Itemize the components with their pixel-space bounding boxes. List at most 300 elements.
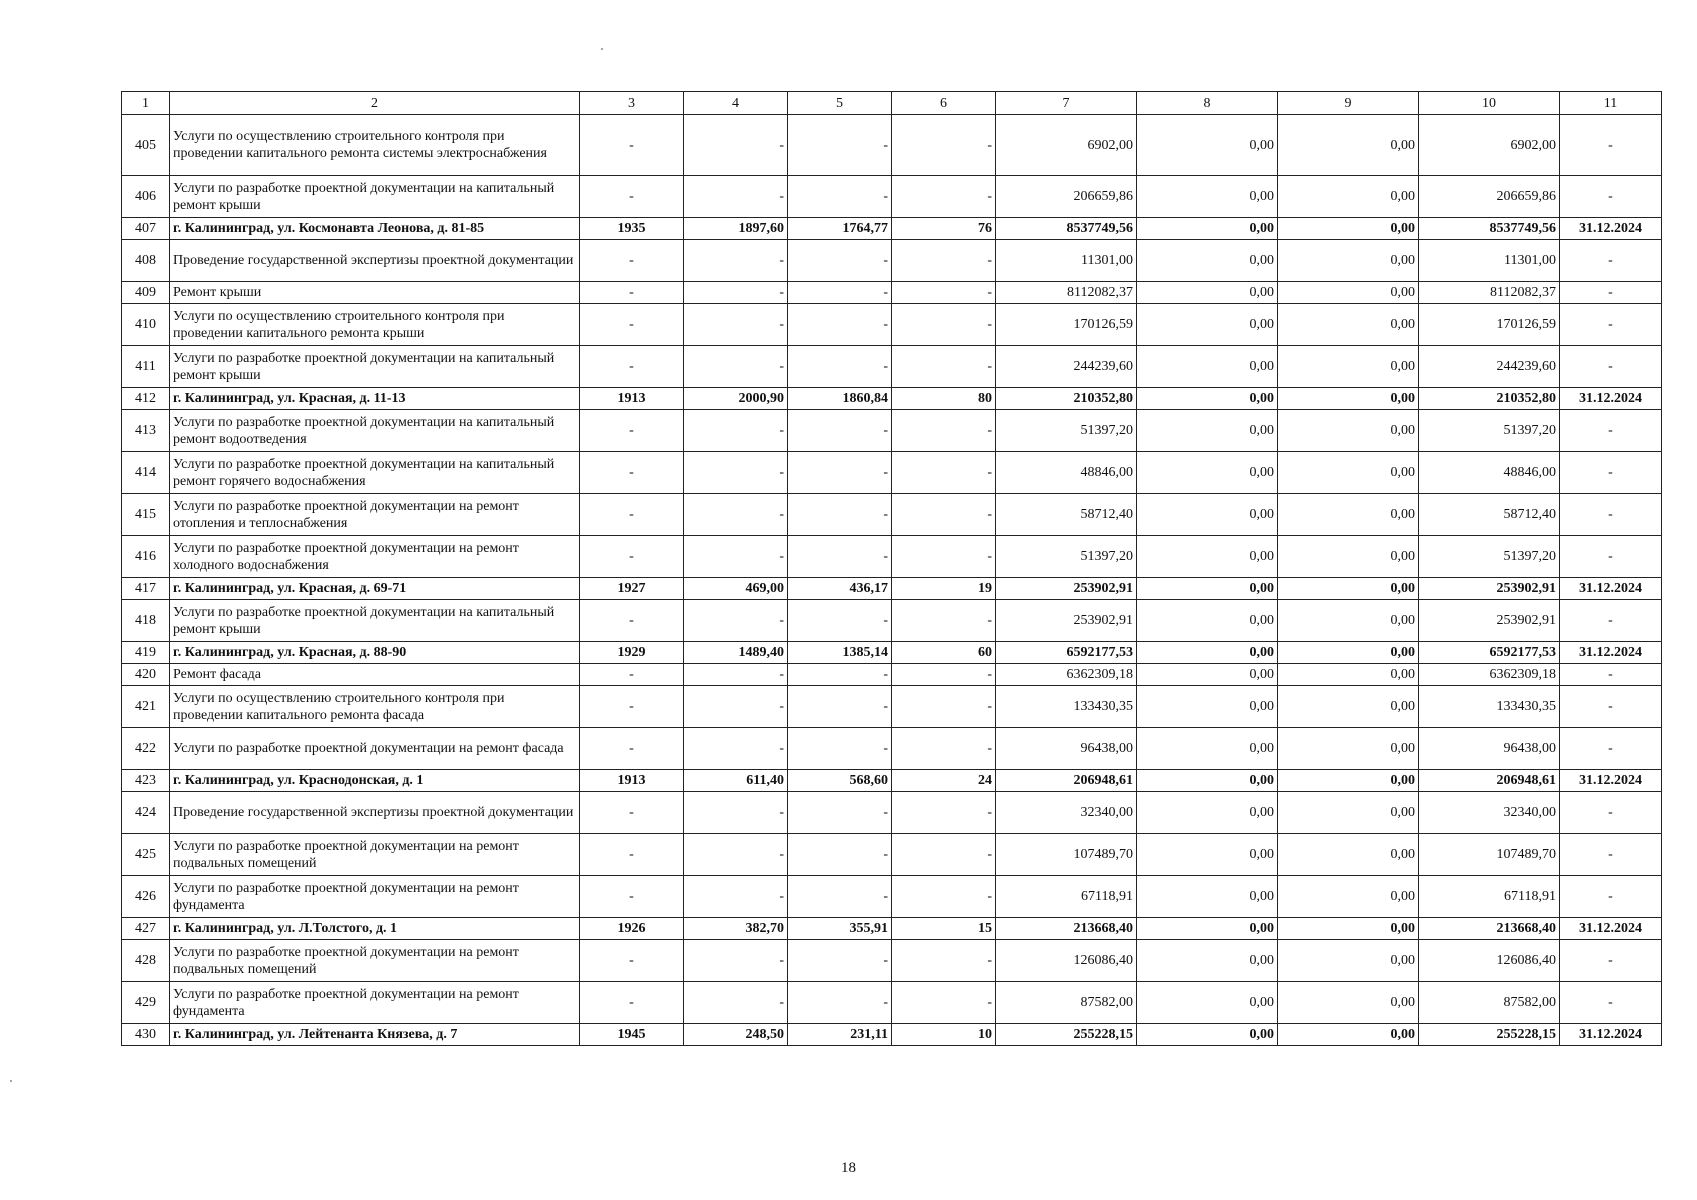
residents-cell: - [892,834,996,876]
area-total-cell: - [684,304,788,346]
work-item-row [122,792,1662,834]
year-cell: - [580,282,684,304]
row-number: 405 [122,115,170,176]
year-cell: 1926 [580,918,684,940]
area-total-cell: - [684,494,788,536]
deadline-cell: 31.12.2024 [1560,770,1662,792]
row-number: 430 [122,1024,170,1046]
cost-fund-cell: 0,00 [1137,664,1278,686]
cost-budget-cell: 0,00 [1278,792,1419,834]
residents-cell: 10 [892,1024,996,1046]
row-number: 408 [122,240,170,282]
year-cell: 1927 [580,578,684,600]
area-total-cell: - [684,686,788,728]
cost-total-cell: 87582,00 [996,982,1137,1024]
area-total-cell: 611,40 [684,770,788,792]
row-description: г. Калининград, ул. Краснодонская, д. 1 [170,770,580,792]
row-number: 419 [122,642,170,664]
work-item-row [122,940,1662,982]
cost-owners-cell: 67118,91 [1419,876,1560,918]
residents-cell: - [892,240,996,282]
residents-cell: 24 [892,770,996,792]
residents-cell: - [892,686,996,728]
row-description: г. Калининград, ул. Красная, д. 88-90 [170,642,580,664]
year-cell: - [580,982,684,1024]
scan-speck [10,1080,12,1082]
work-item-row [122,494,1662,536]
year-cell: - [580,792,684,834]
row-number: 424 [122,792,170,834]
area-living-cell: 568,60 [788,770,892,792]
year-cell: - [580,834,684,876]
deadline-cell: - [1560,494,1662,536]
table-body [122,115,1662,1046]
cost-owners-cell: 213668,40 [1419,918,1560,940]
cost-fund-cell: 0,00 [1137,410,1278,452]
cost-budget-cell: 0,00 [1278,876,1419,918]
area-living-cell: - [788,452,892,494]
cost-total-cell: 11301,00 [996,240,1137,282]
cost-total-cell: 32340,00 [996,792,1137,834]
row-description: Услуги по разработке проектной документации на ремонт холодного водоснабжения [170,536,580,578]
cost-budget-cell: 0,00 [1278,686,1419,728]
row-description: г. Калининград, ул. Красная, д. 11-13 [170,388,580,410]
residents-cell: 80 [892,388,996,410]
cost-budget-cell: 0,00 [1278,918,1419,940]
row-number: 428 [122,940,170,982]
area-living-cell: - [788,600,892,642]
page-number: 18 [841,1160,856,1176]
cost-total-cell: 244239,60 [996,346,1137,388]
cost-fund-cell: 0,00 [1137,600,1278,642]
residents-cell: - [892,282,996,304]
cost-total-cell: 213668,40 [996,918,1137,940]
cost-total-cell: 133430,35 [996,686,1137,728]
cost-budget-cell: 0,00 [1278,728,1419,770]
row-description: Услуги по разработке проектной документации на капитальный ремонт крыши [170,176,580,218]
residents-cell: - [892,304,996,346]
cost-fund-cell: 0,00 [1137,770,1278,792]
cost-owners-cell: 11301,00 [1419,240,1560,282]
area-total-cell: 248,50 [684,1024,788,1046]
deadline-cell: - [1560,834,1662,876]
cost-fund-cell: 0,00 [1137,388,1278,410]
cost-fund-cell: 0,00 [1137,834,1278,876]
deadline-cell: 31.12.2024 [1560,1024,1662,1046]
cost-budget-cell: 0,00 [1278,536,1419,578]
area-total-cell: - [684,176,788,218]
cost-total-cell: 58712,40 [996,494,1137,536]
area-living-cell: - [788,176,892,218]
cost-total-cell: 126086,40 [996,940,1137,982]
year-cell: 1945 [580,1024,684,1046]
residents-cell: - [892,346,996,388]
area-living-cell: - [788,346,892,388]
work-item-row [122,834,1662,876]
cost-owners-cell: 32340,00 [1419,792,1560,834]
row-number: 415 [122,494,170,536]
address-row [122,642,1662,664]
work-item-row [122,240,1662,282]
column-header: 1 [122,92,170,115]
address-row [122,578,1662,600]
year-cell: - [580,176,684,218]
work-item-row [122,410,1662,452]
area-living-cell: - [788,410,892,452]
cost-total-cell: 6592177,53 [996,642,1137,664]
row-description: Услуги по осуществлению строительного контроля при проведении капитального ремонта фасада [170,686,580,728]
column-header: 11 [1560,92,1662,115]
cost-budget-cell: 0,00 [1278,218,1419,240]
cost-fund-cell: 0,00 [1137,918,1278,940]
row-number: 422 [122,728,170,770]
cost-owners-cell: 170126,59 [1419,304,1560,346]
work-item-row [122,664,1662,686]
cost-owners-cell: 51397,20 [1419,410,1560,452]
residents-cell: - [892,536,996,578]
residents-cell: - [892,176,996,218]
cost-fund-cell: 0,00 [1137,642,1278,664]
residents-cell: 76 [892,218,996,240]
cost-owners-cell: 210352,80 [1419,388,1560,410]
cost-budget-cell: 0,00 [1278,1024,1419,1046]
cost-total-cell: 8537749,56 [996,218,1137,240]
cost-owners-cell: 6592177,53 [1419,642,1560,664]
deadline-cell: - [1560,176,1662,218]
area-living-cell: - [788,115,892,176]
row-description: г. Калининград, ул. Лейтенанта Князева, д. 7 [170,1024,580,1046]
column-header: 9 [1278,92,1419,115]
area-total-cell: - [684,834,788,876]
cost-budget-cell: 0,00 [1278,304,1419,346]
cost-budget-cell: 0,00 [1278,770,1419,792]
area-living-cell: - [788,664,892,686]
area-living-cell: - [788,982,892,1024]
cost-fund-cell: 0,00 [1137,218,1278,240]
row-description: Проведение государственной экспертизы проектной документации [170,240,580,282]
row-description: Услуги по разработке проектной документации на ремонт подвальных помещений [170,834,580,876]
column-header: 3 [580,92,684,115]
area-total-cell: - [684,240,788,282]
residents-cell: - [892,410,996,452]
row-number: 410 [122,304,170,346]
row-description: Ремонт крыши [170,282,580,304]
cost-fund-cell: 0,00 [1137,176,1278,218]
cost-total-cell: 96438,00 [996,728,1137,770]
address-row [122,1024,1662,1046]
residents-cell: 15 [892,918,996,940]
cost-total-cell: 51397,20 [996,536,1137,578]
cost-budget-cell: 0,00 [1278,410,1419,452]
address-row [122,388,1662,410]
deadline-cell: - [1560,600,1662,642]
cost-owners-cell: 107489,70 [1419,834,1560,876]
row-description: Услуги по разработке проектной документации на ремонт фундамента [170,982,580,1024]
area-living-cell: 1860,84 [788,388,892,410]
area-living-cell: - [788,304,892,346]
area-living-cell: - [788,834,892,876]
residents-cell: - [892,982,996,1024]
residents-cell: - [892,452,996,494]
year-cell: 1913 [580,770,684,792]
cost-total-cell: 51397,20 [996,410,1137,452]
cost-budget-cell: 0,00 [1278,834,1419,876]
row-number: 429 [122,982,170,1024]
area-total-cell: 382,70 [684,918,788,940]
cost-owners-cell: 206659,86 [1419,176,1560,218]
row-description: Услуги по разработке проектной документации на капитальный ремонт крыши [170,346,580,388]
cost-fund-cell: 0,00 [1137,982,1278,1024]
cost-owners-cell: 8112082,37 [1419,282,1560,304]
cost-budget-cell: 0,00 [1278,494,1419,536]
row-number: 420 [122,664,170,686]
area-total-cell: - [684,115,788,176]
row-number: 412 [122,388,170,410]
row-number: 411 [122,346,170,388]
row-description: Услуги по разработке проектной документации на капитальный ремонт горячего водоснабжения [170,452,580,494]
cost-budget-cell: 0,00 [1278,388,1419,410]
year-cell: - [580,304,684,346]
work-item-row [122,728,1662,770]
area-total-cell: 1489,40 [684,642,788,664]
row-number: 426 [122,876,170,918]
row-description: Ремонт фасада [170,664,580,686]
residents-cell: - [892,792,996,834]
cost-owners-cell: 8537749,56 [1419,218,1560,240]
cost-budget-cell: 0,00 [1278,282,1419,304]
area-living-cell: - [788,792,892,834]
area-total-cell: - [684,452,788,494]
deadline-cell: 31.12.2024 [1560,642,1662,664]
row-description: Услуги по разработке проектной документации на ремонт фасада [170,728,580,770]
row-description: Услуги по разработке проектной документации на ремонт подвальных помещений [170,940,580,982]
cost-total-cell: 67118,91 [996,876,1137,918]
cost-fund-cell: 0,00 [1137,240,1278,282]
cost-fund-cell: 0,00 [1137,494,1278,536]
area-living-cell: - [788,536,892,578]
area-total-cell: - [684,600,788,642]
work-item-row [122,876,1662,918]
deadline-cell: - [1560,686,1662,728]
cost-fund-cell: 0,00 [1137,1024,1278,1046]
column-header: 5 [788,92,892,115]
year-cell: - [580,728,684,770]
cost-budget-cell: 0,00 [1278,642,1419,664]
cost-budget-cell: 0,00 [1278,452,1419,494]
area-living-cell: 355,91 [788,918,892,940]
cost-total-cell: 253902,91 [996,578,1137,600]
deadline-cell: - [1560,728,1662,770]
cost-fund-cell: 0,00 [1137,578,1278,600]
deadline-cell: - [1560,410,1662,452]
residents-cell: 60 [892,642,996,664]
cost-owners-cell: 133430,35 [1419,686,1560,728]
cost-fund-cell: 0,00 [1137,686,1278,728]
row-description: Услуги по осуществлению строительного контроля при проведении капитального ремонта системы электроснабжения [170,115,580,176]
row-description: г. Калининград, ул. Л.Толстого, д. 1 [170,918,580,940]
work-item-row [122,346,1662,388]
area-total-cell: - [684,410,788,452]
area-total-cell: 1897,60 [684,218,788,240]
cost-budget-cell: 0,00 [1278,664,1419,686]
cost-total-cell: 255228,15 [996,1024,1137,1046]
deadline-cell: - [1560,115,1662,176]
row-number: 418 [122,600,170,642]
deadline-cell: - [1560,240,1662,282]
deadline-cell: - [1560,982,1662,1024]
residents-cell: - [892,876,996,918]
address-row [122,770,1662,792]
area-total-cell: - [684,282,788,304]
area-living-cell: 436,17 [788,578,892,600]
year-cell: - [580,346,684,388]
work-item-row [122,452,1662,494]
area-living-cell: - [788,282,892,304]
cost-owners-cell: 87582,00 [1419,982,1560,1024]
cost-budget-cell: 0,00 [1278,115,1419,176]
area-living-cell: - [788,728,892,770]
area-living-cell: - [788,494,892,536]
area-living-cell: 231,11 [788,1024,892,1046]
area-total-cell: - [684,664,788,686]
row-number: 407 [122,218,170,240]
year-cell: - [580,494,684,536]
cost-total-cell: 8112082,37 [996,282,1137,304]
cost-total-cell: 107489,70 [996,834,1137,876]
year-cell: - [580,600,684,642]
row-description: г. Калининград, ул. Красная, д. 69-71 [170,578,580,600]
row-number: 423 [122,770,170,792]
row-description: Услуги по осуществлению строительного контроля при проведении капитального ремонта крыши [170,304,580,346]
deadline-cell: - [1560,940,1662,982]
cost-budget-cell: 0,00 [1278,240,1419,282]
cost-owners-cell: 206948,61 [1419,770,1560,792]
residents-cell: 19 [892,578,996,600]
year-cell: - [580,240,684,282]
year-cell: - [580,664,684,686]
cost-owners-cell: 253902,91 [1419,578,1560,600]
residents-cell: - [892,940,996,982]
residents-cell: - [892,115,996,176]
row-number: 427 [122,918,170,940]
work-item-row [122,536,1662,578]
budget-table-container [121,91,1661,1046]
cost-budget-cell: 0,00 [1278,578,1419,600]
cost-owners-cell: 6902,00 [1419,115,1560,176]
row-number: 414 [122,452,170,494]
residents-cell: - [892,664,996,686]
year-cell: - [580,536,684,578]
column-header: 6 [892,92,996,115]
year-cell: - [580,686,684,728]
row-description: Услуги по разработке проектной документации на капитальный ремонт крыши [170,600,580,642]
column-header: 2 [170,92,580,115]
work-item-row [122,176,1662,218]
row-number: 421 [122,686,170,728]
deadline-cell: - [1560,346,1662,388]
cost-fund-cell: 0,00 [1137,452,1278,494]
row-number: 417 [122,578,170,600]
cost-budget-cell: 0,00 [1278,600,1419,642]
area-living-cell: - [788,940,892,982]
deadline-cell: - [1560,792,1662,834]
area-total-cell: - [684,876,788,918]
capital-repair-table [121,91,1662,1046]
cost-total-cell: 170126,59 [996,304,1137,346]
cost-fund-cell: 0,00 [1137,536,1278,578]
cost-owners-cell: 6362309,18 [1419,664,1560,686]
deadline-cell: 31.12.2024 [1560,578,1662,600]
cost-owners-cell: 51397,20 [1419,536,1560,578]
deadline-cell: - [1560,304,1662,346]
cost-fund-cell: 0,00 [1137,304,1278,346]
row-description: Услуги по разработке проектной документации на ремонт фундамента [170,876,580,918]
area-total-cell: - [684,346,788,388]
column-header: 7 [996,92,1137,115]
year-cell: 1929 [580,642,684,664]
row-description: Проведение государственной экспертизы проектной документации [170,792,580,834]
year-cell: - [580,410,684,452]
cost-total-cell: 210352,80 [996,388,1137,410]
deadline-cell: 31.12.2024 [1560,388,1662,410]
area-living-cell: - [788,240,892,282]
cost-owners-cell: 58712,40 [1419,494,1560,536]
area-total-cell: - [684,792,788,834]
cost-total-cell: 6362309,18 [996,664,1137,686]
year-cell: - [580,452,684,494]
address-row [122,218,1662,240]
cost-fund-cell: 0,00 [1137,346,1278,388]
row-description: Услуги по разработке проектной документации на капитальный ремонт водоотведения [170,410,580,452]
cost-budget-cell: 0,00 [1278,176,1419,218]
row-number: 413 [122,410,170,452]
area-total-cell: - [684,728,788,770]
residents-cell: - [892,600,996,642]
deadline-cell: - [1560,536,1662,578]
residents-cell: - [892,494,996,536]
work-item-row [122,304,1662,346]
address-row [122,918,1662,940]
column-header: 4 [684,92,788,115]
column-number-row [122,92,1662,115]
work-item-row [122,600,1662,642]
area-living-cell: 1764,77 [788,218,892,240]
cost-budget-cell: 0,00 [1278,346,1419,388]
deadline-cell: 31.12.2024 [1560,218,1662,240]
year-cell: - [580,115,684,176]
deadline-cell: - [1560,664,1662,686]
cost-owners-cell: 253902,91 [1419,600,1560,642]
area-total-cell: - [684,982,788,1024]
area-total-cell: 2000,90 [684,388,788,410]
cost-total-cell: 253902,91 [996,600,1137,642]
cost-budget-cell: 0,00 [1278,940,1419,982]
scan-speck [601,48,603,50]
deadline-cell: - [1560,452,1662,494]
area-total-cell: - [684,536,788,578]
cost-owners-cell: 244239,60 [1419,346,1560,388]
cost-owners-cell: 255228,15 [1419,1024,1560,1046]
cost-fund-cell: 0,00 [1137,792,1278,834]
cost-fund-cell: 0,00 [1137,876,1278,918]
cost-total-cell: 48846,00 [996,452,1137,494]
cost-fund-cell: 0,00 [1137,115,1278,176]
cost-total-cell: 6902,00 [996,115,1137,176]
row-number: 406 [122,176,170,218]
cost-owners-cell: 96438,00 [1419,728,1560,770]
area-total-cell: - [684,940,788,982]
area-living-cell: - [788,686,892,728]
